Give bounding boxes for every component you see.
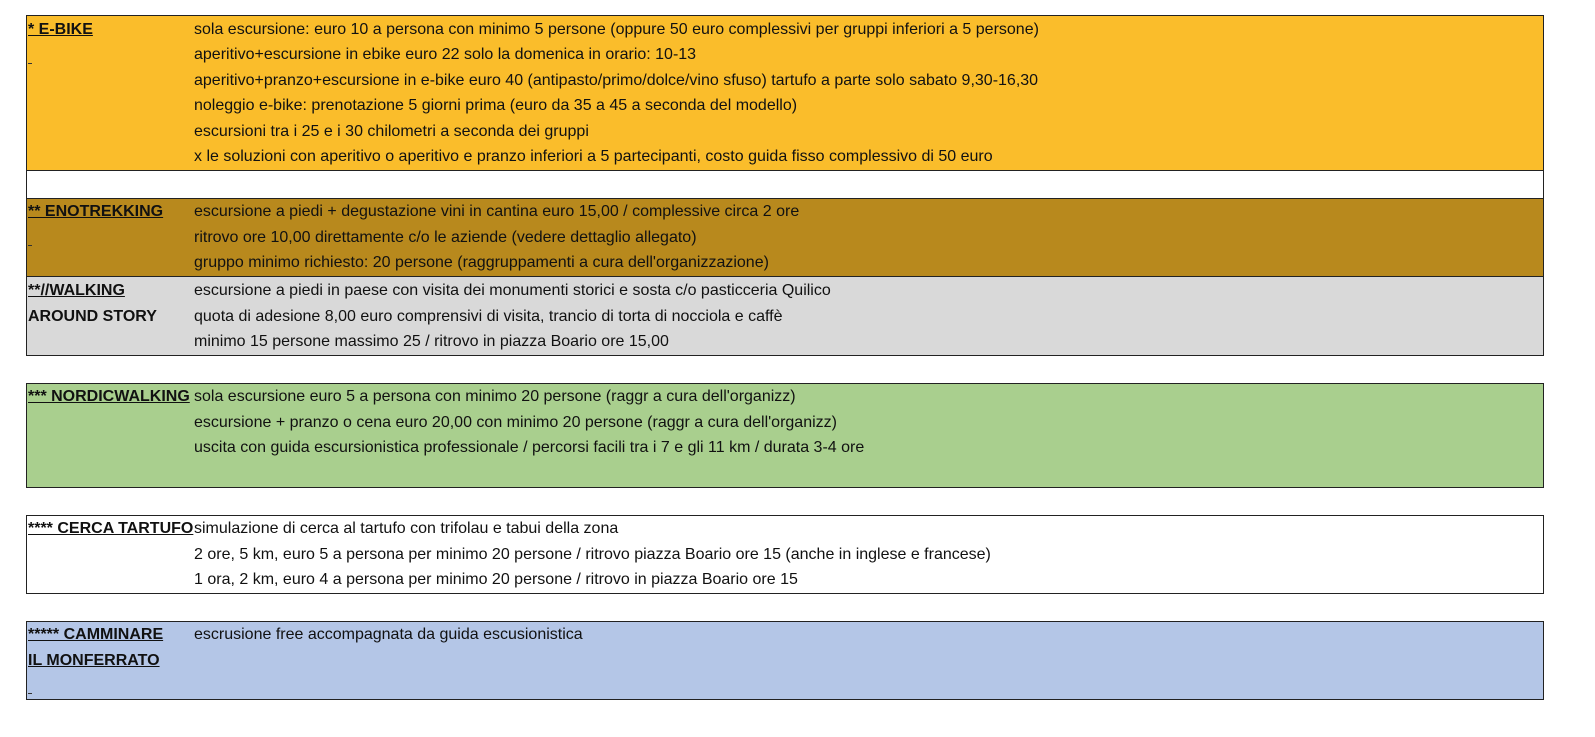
enotrekking-line-2: ritrovo ore 10,00 direttamente c/o le aziende (vedere dettaglio allegato): [194, 229, 697, 246]
enotrekking-line-3: gruppo minimo richiesto: 20 persone (raggruppamenti a cura dell'organizzazione): [194, 254, 769, 271]
section-nordic: [26, 383, 1544, 488]
section-walking: [26, 276, 1544, 356]
nordic-line-2: escursione + pranzo o cena euro 20,00 con minimo 20 persone (raggr a cura dell'organizz): [194, 414, 837, 431]
section-camminare: [26, 621, 1544, 700]
ebike-line-4: noleggio e-bike: prenotazione 5 giorni prima (euro da 35 a 45 a seconda del modello): [194, 97, 798, 114]
tartufo-line-1: simulazione di cerca al tartufo con trifolau e tabui della zona: [194, 520, 619, 537]
tartufo-title: **** CERCA TARTUFO: [28, 520, 194, 537]
row-marker: [28, 63, 32, 64]
walking-title-line-1: **//WALKING: [28, 282, 125, 299]
camminare-title-line-2: IL MONFERRATO: [28, 652, 160, 669]
nordic-title: *** NORDICWALKING: [28, 388, 190, 405]
tartufo-line-3: 1 ora, 2 km, euro 4 a persona per minimo 20 persone / ritrovo in piazza Boario ore 15: [194, 571, 798, 588]
walking-line-1: escursione a piedi in paese con visita dei monumenti storici e sosta c/o pasticceria Quilico: [194, 282, 831, 299]
row-marker: [28, 693, 32, 694]
section-ebike: [26, 15, 1544, 171]
nordic-line-3: uscita con guida escursionistica professionale / percorsi facili tra i 7 e gli 11 km / durata 3-4 ore: [194, 439, 865, 456]
ebike-line-1: sola escursione: euro 10 a persona con minimo 5 persone (oppure 50 euro complessivi per gruppi inferiori a 5 persone): [194, 21, 1039, 38]
walking-title-line-2: AROUND STORY: [28, 308, 157, 325]
nordic-line-1: sola escursione euro 5 a persona con minimo 20 persone (raggr a cura dell'organizz): [194, 388, 796, 405]
ebike-line-6: x le soluzioni con aperitivo o aperitivo e pranzo inferiori a 5 partecipanti, costo guida fisso complessivo di 50 euro: [194, 148, 993, 165]
ebike-line-5: escursioni tra i 25 e i 30 chilometri a seconda dei gruppi: [194, 123, 589, 140]
section-spacer: [26, 170, 1544, 199]
section-enotrekking: [26, 198, 1544, 277]
ebike-title: * E-BIKE: [28, 21, 93, 38]
ebike-line-2: aperitivo+escursione in ebike euro 22 solo la domenica in orario: 10-13: [194, 46, 697, 63]
ebike-line-3: aperitivo+pranzo+escursione in e-bike euro 40 (antipasto/primo/dolce/vino sfuso) tartufo a parte solo sabato 9,30-16,30: [194, 72, 1039, 89]
camminare-line-1: escrusione free accompagnata da guida escusionistica: [194, 626, 583, 643]
enotrekking-title: ** ENOTREKKING: [28, 203, 164, 220]
camminare-title-line-1: ***** CAMMINARE: [28, 626, 164, 643]
walking-line-2: quota di adesione 8,00 euro comprensivi di visita, trancio di torta di nocciola e caffè: [194, 308, 783, 325]
row-marker: [28, 245, 32, 246]
enotrekking-line-1: escursione a piedi + degustazione vini in cantina euro 15,00 / complessive circa 2 ore: [194, 203, 800, 220]
tartufo-line-2: 2 ore, 5 km, euro 5 a persona per minimo 20 persone / ritrovo piazza Boario ore 15 (anche in inglese e francese): [194, 546, 991, 563]
section-tartufo: [26, 515, 1544, 594]
walking-line-3: minimo 15 persone massimo 25 / ritrovo in piazza Boario ore 15,00: [194, 333, 669, 350]
